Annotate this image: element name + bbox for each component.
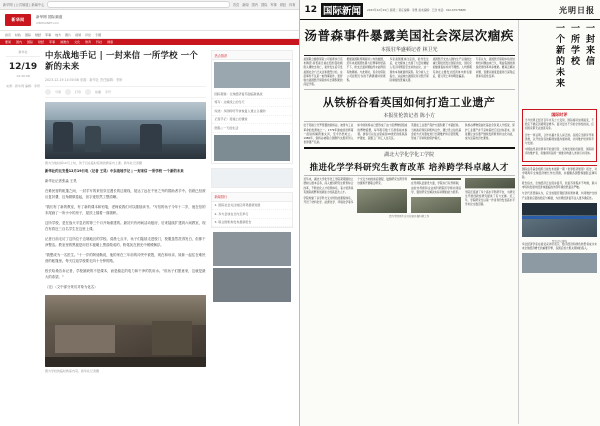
address-bar[interactable] — [47, 1, 230, 8]
third-paragraph-0: 近年来，湖北大学化学化工学院紧紧围绕立德树人根本任务，深入推进研究生教育综合改革，不断优化人才培养体系，着力培养具有国际视野和创新能力的高层次人才。 — [303, 178, 354, 194]
second-headline: 从铁桥谷看英国如何打造工业遗产 — [322, 96, 496, 110]
sidebar-thumbnail-3[interactable] — [213, 232, 291, 266]
red-nav-item-4[interactable]: 军事 — [49, 40, 56, 44]
article-paragraph-0: 新华社约旦安曼12月19日电（记者 王昊）中东战地手记 | 一封来信 一所学校 一个新的未来 — [45, 169, 184, 174]
divider-1 — [304, 55, 515, 56]
red-nav-item-9[interactable]: 健康 — [107, 40, 114, 44]
red-nav-item-7[interactable]: 教育 — [85, 40, 92, 44]
rank-item-1[interactable]: 2. 多方会谈在日内瓦举行 — [212, 210, 292, 219]
side-red-box — [522, 109, 597, 162]
rank-item-2[interactable]: 3. 联合国机构发布最新报告 — [212, 219, 292, 228]
red-nav-item-1[interactable]: 国内 — [16, 40, 23, 44]
bookmark-label[interactable]: 收藏 — [95, 89, 102, 94]
nav-item-2[interactable]: 国际 — [25, 32, 32, 37]
red-nav-item-8[interactable]: 科技 — [96, 40, 103, 44]
red-nav-item-5[interactable]: 港澳台 — [60, 40, 70, 44]
nav-item-0[interactable]: 首页 — [5, 32, 12, 37]
nav-item-3[interactable]: 财经 — [35, 32, 42, 37]
second-paragraph-3: 铁桥谷博物馆信托基金会负责人介绍说，保护工业遗产并不意味着把它们封存起来，而是要让这些遗产继续发挥教育和文化功能，成为活着的历史课堂。 — [464, 124, 515, 140]
lead-paragraph-1: 根据美国联邦调查局公布的数据，近年来美国恶性暴力犯罪事件居高不下，枪支泛滥问题始终未能得到有效遏制。与此同时，民众对保险公司拒赔行为的不满情绪持续累积。 — [346, 58, 386, 82]
article-subline: 2023-12-19 14:30:08 来源：新华社 责任编辑：李妍 — [45, 77, 123, 82]
side-photo-caption: 图为会议现场 — [551, 239, 567, 243]
site-nav[interactable] — [0, 31, 299, 39]
newspaper-page-number: 12 — [304, 5, 318, 15]
side-red-paragraph-2: 中国始终是世界和平的建设者、全球发展的贡献者、国际秩序的维护者，将继续同各国一道推动构建人类命运共同体。 — [524, 148, 594, 156]
article-source: 新华社 — [6, 50, 40, 57]
article-paragraph-1: 新华社记者张淼 王昊 — [45, 179, 77, 184]
newspaper-main-column — [300, 20, 518, 424]
red-nav-item-6[interactable]: 文化 — [74, 40, 81, 44]
toolbar-item-4[interactable]: 军事 — [270, 3, 277, 7]
vertical-title-2: 一个新的未来 — [554, 23, 564, 89]
second-paragraph-0: 位于英格兰什罗普郡的铁桥谷，被誉为工业革命的发源地之一。1779年建成的世界第一座铁桥横跨塞文河，至今仍然屹立。1986年，铁桥谷被联合国教科文组织列入世界遗产名录。 — [303, 124, 354, 145]
side-paragraph-0: 国际货币基金组织日前发布最新一期《世界经济展望》报告，对今明两年全球经济增长作出预测，并提醒各国警惕通胀反弹风险。 — [521, 167, 597, 179]
lead-headline: 汤普森事件暴露美国社会深层次痼疾 — [304, 28, 514, 43]
site-header — [0, 10, 299, 31]
nav-item-9[interactable]: 专题 — [95, 32, 102, 37]
divider-2 — [304, 89, 515, 90]
newspaper-body — [300, 20, 600, 424]
toolbar-item-2[interactable]: 国内 — [251, 3, 258, 7]
side-red-paragraph-1: 历史一再证明，合作共赢才是人间正道。各国应当摒弃零和思维，以开放包容的胸襟加强沟通协调，共同维护世界和平与发展。 — [524, 133, 594, 145]
fontsize-label[interactable]: 字号 — [105, 89, 112, 94]
newspaper-masthead: 光明日报 — [559, 5, 595, 15]
sidebar-box-rank-title: 新闻排行 — [212, 193, 292, 202]
vertical-title-block — [522, 23, 597, 109]
article-paragraph-6: "我想成为一名医生。"十一岁的阿迪勒说，他的家在三年前的冲突中被毁，现在和母亲、妹妹一起住在难民营的帐篷里。每天往返学校要走四十分钟的路。 — [45, 252, 206, 263]
sidebar-box-rank — [211, 192, 293, 229]
red-nav-item-2[interactable]: 国际 — [27, 40, 34, 44]
second-columns — [304, 124, 515, 145]
toolbar-item-6[interactable]: 体育 — [289, 3, 296, 7]
divider-4 — [304, 147, 515, 149]
article-meta-rail — [6, 50, 40, 374]
side-red-paragraph-0: 当今世界正经历百年未有之大变局，国际格局加速演变，不稳定不确定因素明显增多。面对层出不穷的全球性挑战，任何国家都无法独善其身。 — [524, 119, 594, 131]
third-paragraph-3: 学院还搭建了多个高水平科研平台，为研究生开展创新性研究提供了有力支撑。近三年，学院研究生以第一作者身份发表高水平学术论文数百篇。 — [464, 190, 515, 207]
side-paragraph-3: 多位经济学家在接受采访时表示，数字经济和绿色转型将成为未来全球经济增长的重要引擎，各国应加大相关领域的投入。 — [521, 242, 597, 250]
article-paragraph-3: "我们有了新的教室，有了新的课本和铅笔，老师说我们可以继续读书。"写信的孩子今年十二岁，他在信的末尾画了一所小小的房子，屋顶上插着一面旗帜。 — [45, 205, 206, 215]
share-icon[interactable] — [45, 89, 51, 95]
nav-item-1[interactable]: 时政 — [15, 32, 22, 37]
article-sidebar — [211, 50, 293, 374]
article-paragraph-4: 这所学校，是在战火平息后的第三个月开始重建的。最初只有两间活动板房，后来陆续扩建到六间教室，现在有将近三百名学生在这里上课。 — [45, 220, 206, 231]
nav-item-4[interactable]: 军事 — [45, 32, 52, 37]
site-name-en: XINHUANET.com — [36, 21, 59, 25]
red-nav-item-3[interactable]: 财经 — [38, 40, 45, 44]
bookmark-icon[interactable] — [85, 89, 91, 95]
article-paragraph-5: 记者日前走访了这所位于边境地区的学校。清晨七点半，孩子们陆续走进校门，校服虽然洗得发白，但都干净整洁。教室里的黑板是用旧木板刷上黑漆做成的，粉笔灰在晨光中缓缓飘浮。 — [45, 236, 206, 247]
third-paragraph-2: 在导师队伍建设方面，学院实行双导师制，由校内导师和企业或科研院所导师共同指导，强化研究生解决实际问题的能力培养。 — [411, 182, 461, 194]
article-body — [45, 50, 206, 374]
newspaper-side-column — [518, 20, 600, 424]
article-toolbar[interactable] — [45, 86, 206, 98]
sidebar-item-3[interactable]: 记者手记：废墟上的课堂 — [212, 116, 292, 125]
newspaper-pane — [300, 0, 600, 426]
toolbar-item-1[interactable]: 新闻 — [242, 3, 249, 7]
article-layout — [0, 45, 299, 374]
toolbar-item-5[interactable]: 财经 — [279, 3, 287, 7]
nav-item-5[interactable]: 地方 — [55, 32, 62, 37]
article-paragraph-7: 校长哈桑告诉记者，学校最缺的不是课本，而是稳定的电力和干净的饮用水。"但孩子们愿意来，这就是最大的希望。" — [45, 268, 206, 279]
site-logo[interactable] — [5, 14, 31, 26]
article-hero-image — [45, 102, 206, 159]
browser-toolbar[interactable] — [0, 0, 299, 10]
lead-paragraph-3: 美国医疗支出占国内生产总值的比重长期位居发达国家首位，但民众的健康指标却并不理想。人均预期寿命在主要发达经济体中排名靠后，婴儿死亡率却明显偏高。 — [432, 58, 472, 78]
sidebar-item-4[interactable]: 图集 | 一天的生活 — [212, 124, 292, 133]
article-time: 14:30:08 — [16, 74, 30, 78]
share-label[interactable]: 分享 — [55, 89, 62, 94]
divider-3 — [304, 121, 515, 122]
site-name-block — [36, 15, 62, 25]
newspaper-meta: 2023年12月19日 星期二 责任编辑：李想 美术编辑：王浩 电话：010-67078888 — [367, 7, 466, 12]
page-title: 中东战地手记 | 一封来信 一所学校 一个新的未来 — [45, 50, 198, 72]
third-columns — [304, 178, 515, 212]
side-photo-2 — [522, 253, 597, 273]
article-author: 来源：新华网 编辑：李妍 — [6, 84, 40, 88]
nav-item-6[interactable]: 图片 — [65, 32, 72, 37]
site-logo-text: 新华网 — [11, 17, 25, 22]
nav-item-7[interactable]: 视频 — [75, 32, 82, 37]
lead-byline: 本报驻华盛顿记者 林卫光 — [380, 47, 438, 53]
article-photo-2 — [45, 295, 206, 367]
sidebar-ad[interactable] — [211, 168, 293, 188]
lead-columns — [304, 58, 515, 87]
site-name-cn: 新华网 国际频道 — [36, 15, 63, 19]
print-icon[interactable] — [65, 89, 71, 95]
sidebar-box-hot-title: 热点推荐 — [212, 51, 292, 60]
side-photo-1 — [522, 203, 597, 237]
photo2-caption: 图为学校的临时教室内景。新华社记者摄 — [45, 369, 100, 374]
newspaper-header — [300, 0, 600, 20]
divider-5 — [304, 175, 515, 176]
sidebar-item-2[interactable]: 综述：多国呼吁尽快恢复人道主义援助 — [212, 107, 292, 116]
newspaper-section: 国际新闻 — [321, 3, 363, 17]
hero-caption: 图为当地时间12月上旬，孩子们在临时搭建的教室内上课。新华社记者摄 — [45, 160, 142, 165]
rank-item-0[interactable]: 1. 国际社会关注地区局势最新进展 — [212, 202, 292, 211]
lead-paragraph-2: 多家美国媒体注意到，案件发生后，社交媒体上出现了大量对嫌疑人表示同情甚至支持的言论，这一现象本身就值得深思。有分析人士指出，这反映出美国民众对医疗保险制度的普遍失望。 — [389, 58, 429, 82]
side-paragraph-1: 报告指出，全球经济正在逐步复苏，但复苏进程并不均衡，新兴市场和发展中经济体面临的外部环境依然复杂严峻。 — [521, 182, 597, 190]
third-caption: 图为学院师生在实验室开展科研工作 — [389, 214, 430, 218]
side-divider-1 — [522, 165, 597, 166]
red-nav-item-0[interactable]: 要闻 — [5, 40, 12, 44]
sidebar-thumbnail-2[interactable] — [214, 135, 290, 161]
sidebar-thumbnail-1[interactable] — [214, 62, 290, 88]
sidebar-thumbnail-4[interactable] — [213, 268, 291, 302]
lead-paragraph-4: 专家认为，美国医疗保险体系的结构性问题由来已久，利益集团的游说使得改革举步维艰。要真正解决问题，需要从制度层面进行深刻反思和系统性变革。 — [475, 58, 515, 78]
side-paragraph-2: 与会代表普遍认为，应当加强宏观经济政策协调，共同维护全球产业链供应链的稳定与畅通，为世界经济复苏注入更多确定性。 — [521, 192, 597, 200]
vertical-title-0: 一封来信 — [584, 23, 594, 67]
third-kicker: 湖北大学化学化工学院 — [384, 152, 435, 159]
browser-tab-title[interactable]: 新华网 | 公共频道 | 新闻中心 — [3, 3, 45, 7]
article-date: 12/19 — [8, 62, 38, 72]
print-label[interactable]: 打印 — [75, 89, 82, 94]
sidebar-item-1[interactable]: 特写：边境线上的冬天 — [212, 99, 292, 108]
third-headline: 推进化学学科研究生教育改革 培养跨学科卓越人才 — [309, 163, 509, 174]
second-byline: 本报驻伦敦记者 陈小方 — [383, 113, 435, 120]
third-paragraph-1: 学院构建了以学科交叉为特色的课程体系，开设了材料化学、能源化学、环境化学等多个交叉方向的前沿课程，鼓励研究生跨学科选课和开展联合研究。 — [303, 178, 408, 205]
toolbar-item-3[interactable]: 国际 — [261, 3, 268, 7]
toolbar-item-0[interactable]: 首页 — [232, 3, 240, 7]
vertical-title-1: 一所学校 — [569, 23, 579, 67]
sidebar-box-hot — [211, 50, 293, 164]
sidebar-item-0[interactable]: 国际观察：全球经济复苏面临新挑战 — [212, 90, 292, 99]
lead-paragraph-0: 美国联合健康保险公司首席执行官布赖恩·汤普森日前在纽约曼哈顿街头遭枪击身亡，案件发生后引发美国社会广泛关注和激烈讨论。这起事件不仅是一桩刑事案件，更折射出美国医疗保险体系长期积累的深层矛盾。 — [303, 58, 343, 87]
article-paragraph-8: （完）（文中部分采访对象为化名） — [45, 284, 98, 289]
article-paragraph-2: 在难民营的帐篷之间，一封手写的来信穿过漫长的边境线，抵达了远在千里之外的捐助者手中。信纸已经被反复折叠，边角微微卷起，但字迹依然工整清晰。 — [45, 189, 206, 200]
second-paragraph-1: 如今的铁桥谷已经形成了由十座博物馆组成的博物馆群，每年吸引数十万游客前来参观。游客可以在这里看到18世纪的炼铁高炉遗址、瓷器工厂和工人住宅区。 — [357, 124, 408, 140]
second-paragraph-2: 英国在工业遗产保护方面积累了丰富经验。当地政府和民间机构合作，通过设立信托基金的方式对遗址进行长期维护和运营管理，形成了可持续的保护模式。 — [411, 124, 461, 140]
nav-item-8[interactable]: 评论 — [85, 32, 92, 37]
side-red-box-title: 国际时评 — [551, 112, 568, 117]
